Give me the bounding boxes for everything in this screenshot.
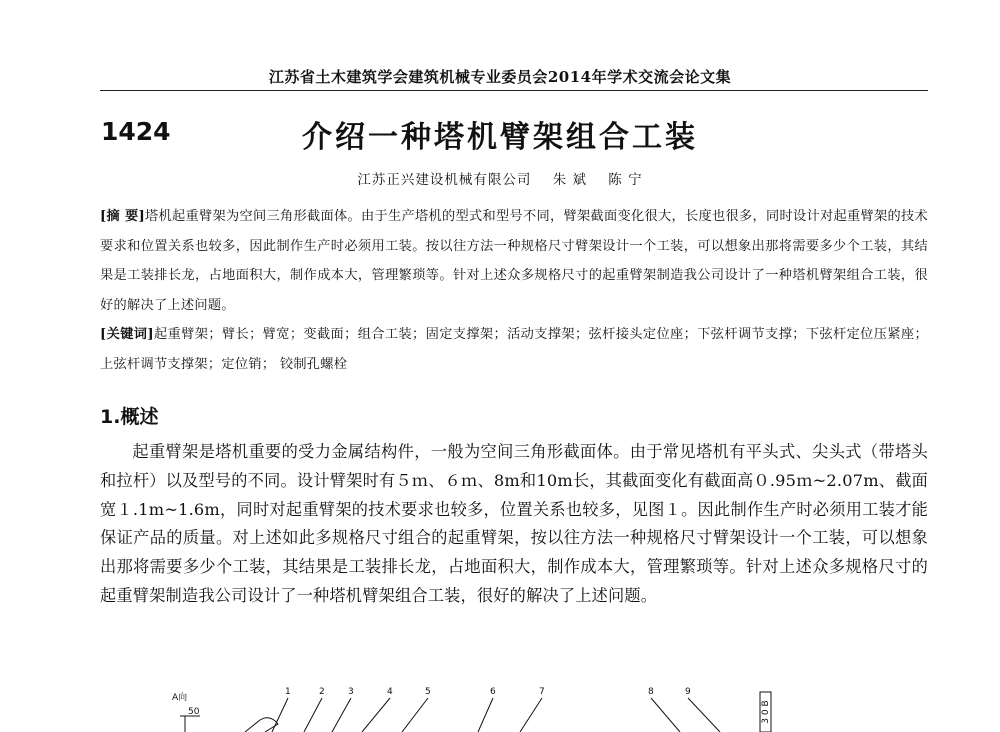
leader-5 <box>402 698 428 732</box>
section-box-text: 3 0 B <box>761 700 771 724</box>
figure-drawing <box>100 680 928 732</box>
leader-lines <box>245 698 720 732</box>
running-header: 江苏省土木建筑学会建筑机械专业委员会2014年学术交流会论文集 <box>268 68 732 86</box>
callout-6: 6 <box>490 687 496 697</box>
leader-7 <box>520 698 542 732</box>
leader-9 <box>688 698 720 732</box>
page-number: 1424 <box>101 117 171 146</box>
author-name: 陈 宁 <box>608 172 643 188</box>
callout-8: 8 <box>648 687 654 697</box>
callout-9: 9 <box>685 687 691 697</box>
keywords-paragraph <box>100 320 928 379</box>
leader-8 <box>651 698 680 732</box>
dimension-label: 50 <box>188 707 200 717</box>
author-line <box>0 168 1000 188</box>
leader-3 <box>332 698 351 732</box>
header-rule <box>100 90 928 91</box>
leader-1 <box>272 698 288 732</box>
leader-2 <box>304 698 322 732</box>
leader-4 <box>362 698 390 732</box>
abstract-label: [摘 要] <box>100 209 145 224</box>
callout-5: 5 <box>425 687 431 697</box>
section-body <box>100 438 928 611</box>
base-line <box>245 720 260 732</box>
callout-4: 4 <box>387 687 393 697</box>
author-name: 朱 斌 <box>552 172 587 188</box>
callout-7: 7 <box>539 687 545 697</box>
abstract-paragraph <box>100 202 928 320</box>
callout-2: 2 <box>319 687 325 697</box>
body-paragraph: 起重臂架是塔机重要的受力金属结构件，一般为空间三角形截面体。由于常见塔机有平头式、尖头式（带塔头和拉杆）以及型号的不同。设计臂架时有５ｍ、６ｍ、8m和10m长，其截面变化有截面高０.95ｍ~2.07m、截面宽１.1m~1.6m，同时对起重臂架的技术要求也较多，位置关系也较多，见图１。因此制作生产时必须用工装才能保证产品的质量。对上述如此多规格尺寸组合的起重臂架，按以往方法一种规格尺寸臂架设计一个工装，可以想象出那将需要多少个工装，其结果是工装排长龙，占地面积大，制作成本大，管理繁琐等。针对上述众多规格尺寸的起重臂架制造我公司设计了一种塔机臂架组合工装，很好的解决了上述问题。 <box>100 442 928 605</box>
affiliation: 江苏正兴建设机械有限公司 <box>357 172 532 188</box>
figure-1 <box>100 680 928 732</box>
view-label: A向 <box>172 693 188 703</box>
paper-title: 介绍一种塔机臂架组合工装 <box>302 120 698 155</box>
section-heading: 1.概述 <box>100 406 159 428</box>
keywords-text: 起重臂架；臂长；臂宽；变截面；组合工装；固定支撑架；活动支撑架；弦杆接头定位座；下弦杆调节支撑；下弦杆定位压紧座；上弦杆调节支撑架；定位销； 铰制孔螺栓 <box>100 327 928 372</box>
leader-6 <box>478 698 493 732</box>
callout-3: 3 <box>348 687 354 697</box>
keywords-label: [关键词] <box>100 327 154 343</box>
abstract-text: 塔机起重臂架为空间三角形截面体。由于生产塔机的型式和型号不同，臂架截面变化很大，长度也很多，同时设计对起重臂架的技术要求和位置关系也较多，因此制作生产时必须用工装。按以往方法一种规格尺寸臂架设计一个工装，可以想象出那将需要多少个工装，其结果是工装排长龙，占地面积大，制作成本大，管理繁琐等。针对上述众多规格尺寸的起重臂架制造我公司设计了一种塔机臂架组合工装，很好的解决了上述问题。 <box>100 209 928 313</box>
abstract-block <box>100 202 928 380</box>
callout-1: 1 <box>285 687 291 697</box>
